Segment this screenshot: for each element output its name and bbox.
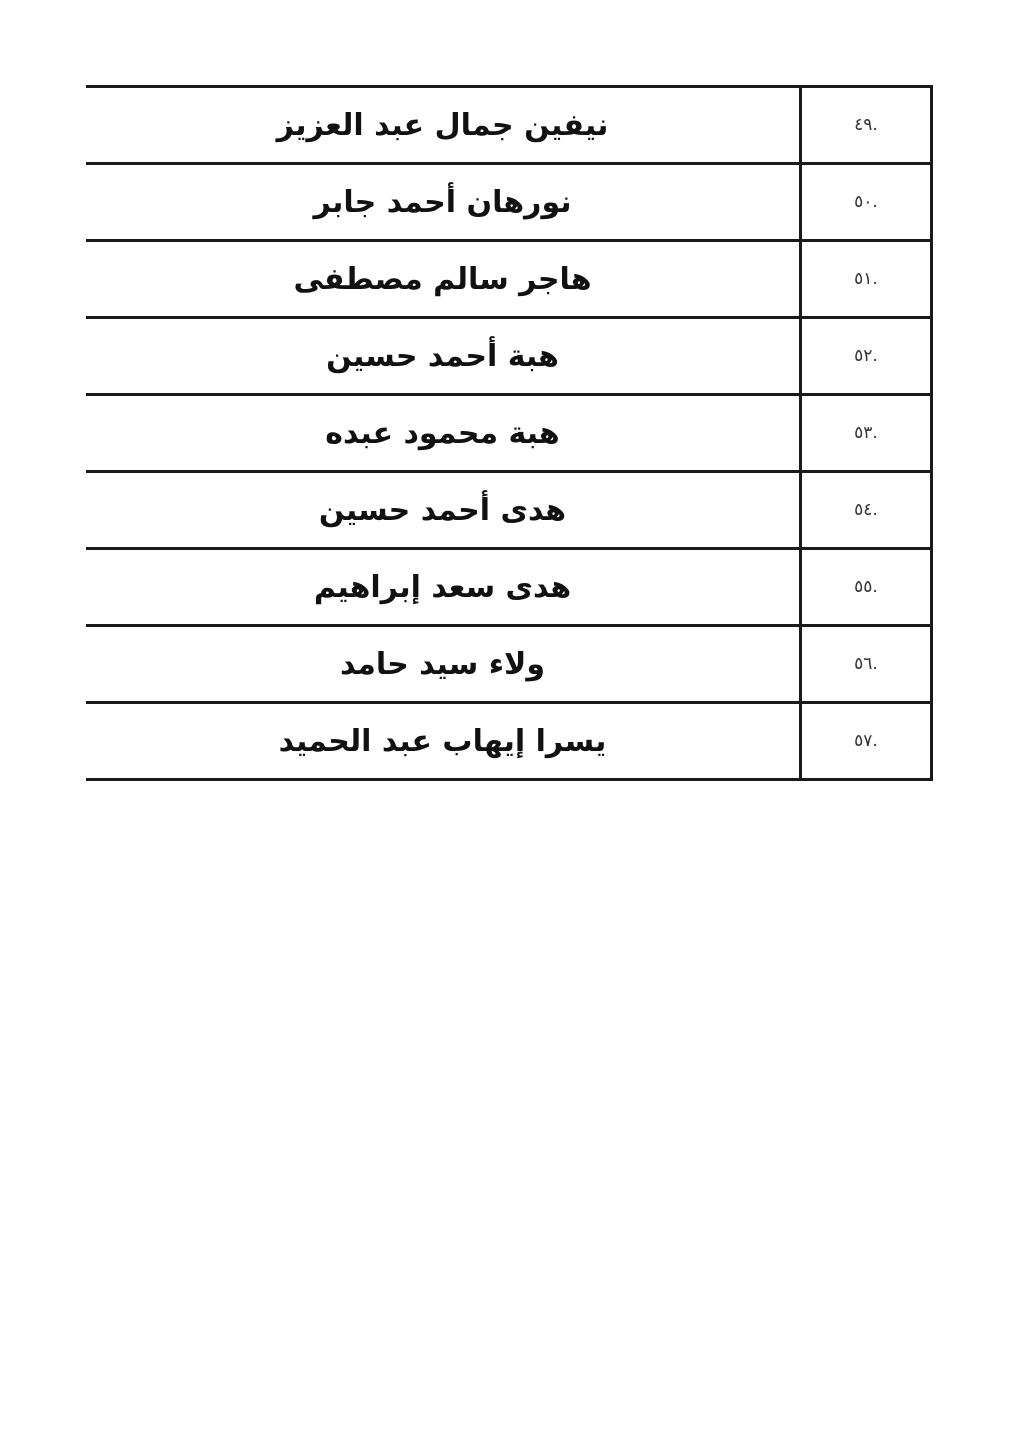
name-cell	[86, 703, 801, 780]
row-number: .٥٣	[801, 395, 932, 472]
person-name: هدى أحمد حسين	[318, 492, 567, 528]
table-row	[86, 472, 932, 549]
name-cell	[86, 164, 801, 241]
name-cell	[86, 87, 801, 164]
person-name: نورهان أحمد جابر	[313, 184, 572, 220]
person-name: ولاء سيد حامد	[339, 646, 546, 682]
person-name: هدى سعد إبراهيم	[313, 569, 572, 605]
name-cell	[86, 549, 801, 626]
name-cell	[86, 395, 801, 472]
table-row	[86, 318, 932, 395]
name-cell	[86, 626, 801, 703]
names-table	[86, 85, 933, 781]
table-row	[86, 395, 932, 472]
name-cell	[86, 241, 801, 318]
row-number: .٥١	[801, 241, 932, 318]
table-row	[86, 87, 932, 164]
row-number: .٥٠	[801, 164, 932, 241]
row-number: .٥٦	[801, 626, 932, 703]
table-row	[86, 241, 932, 318]
person-name: هبة محمود عبده	[325, 415, 560, 451]
name-cell	[86, 472, 801, 549]
row-number: .٤٩	[801, 87, 932, 164]
table-row	[86, 164, 932, 241]
row-number: .٥٥	[801, 549, 932, 626]
person-name: هاجر سالم مصطفى	[293, 261, 592, 297]
person-name: يسرا إيهاب عبد الحميد	[278, 723, 607, 759]
table-row	[86, 549, 932, 626]
table-row	[86, 703, 932, 780]
row-number: .٥٧	[801, 703, 932, 780]
person-name: هبة أحمد حسين	[326, 338, 559, 374]
table-row	[86, 626, 932, 703]
person-name: نيفين جمال عبد العزيز	[276, 107, 609, 143]
row-number: .٥٢	[801, 318, 932, 395]
row-number: .٥٤	[801, 472, 932, 549]
name-cell	[86, 318, 801, 395]
